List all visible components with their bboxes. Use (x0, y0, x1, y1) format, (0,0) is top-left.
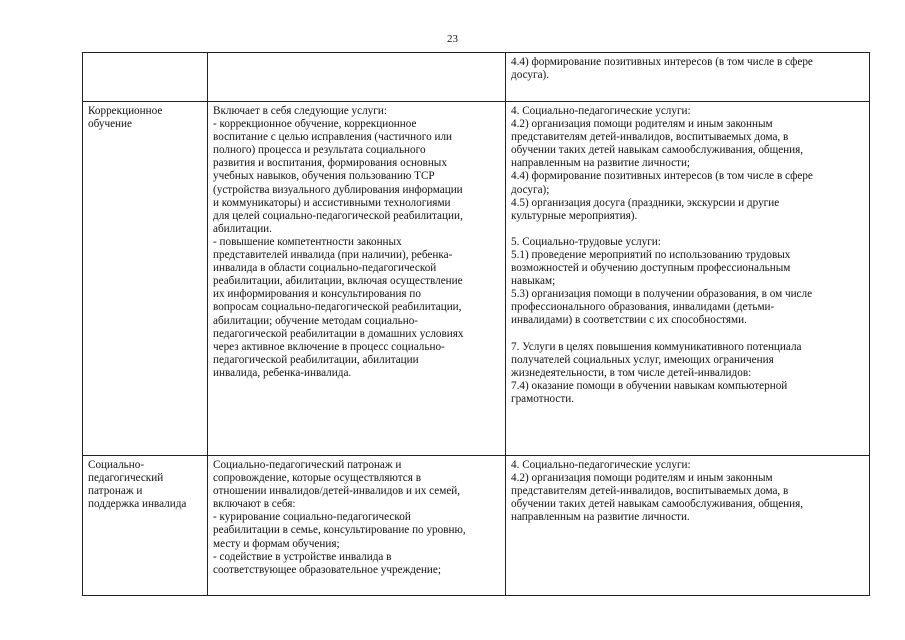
text-line: досуга); (511, 183, 550, 196)
text-line: направленным на развитие личности. (511, 511, 690, 524)
text-line: направленным на развитие личности; (511, 157, 691, 170)
text-line: обучении таких детей навыкам самообслуживания, общения, (511, 498, 804, 511)
text-line: развития и воспитания, формирования основных (213, 157, 447, 170)
text-line: навыкам; (511, 275, 556, 288)
paragraph-gap (511, 223, 864, 236)
table-row (83, 102, 870, 456)
text-line: 4. Социально-педагогические услуги: (511, 459, 691, 471)
text-line: обучение (88, 118, 132, 131)
text-line: педагогической реабилитации в домашних условиях (213, 327, 464, 340)
text-line: 4.2) организация помощи родителям и иным законным (511, 472, 773, 485)
text-line: Коррекционное (88, 105, 163, 117)
text-line: - содействие в устройстве инвалида в (213, 550, 392, 563)
text-line: реабилитации в семье, консультирование по уровню, (213, 524, 466, 537)
text-line: педагогической реабилитации, абилитации (213, 353, 419, 366)
service-cell (83, 102, 208, 456)
text-line: 7.4) оказание помощи в обучении навыкам компьютерной (511, 379, 788, 392)
paragraph-gap (511, 328, 864, 341)
text-line: 5. Социально-трудовые услуги: (511, 235, 661, 248)
text-line: представителей инвалида (при наличии), ребенка- (213, 249, 453, 262)
text-line: представителям детей-инвалидов, воспитываемых дома, в (511, 131, 789, 144)
text-line: жизнедеятельности, в том числе детей-инвалидов: (511, 366, 752, 379)
text-line: 5.3) организация помощи в получении образования, в ом числе (511, 288, 813, 301)
text-line: включают в себя: (213, 498, 296, 511)
text-line: представителям детей-инвалидов, воспитываемых дома, в (511, 485, 789, 498)
table-row (83, 53, 870, 102)
text-line: вопросам социально-педагогической реабилитации, (213, 301, 462, 314)
text-line: реабилитации, абилитации, включая осуществление (213, 275, 463, 288)
text-line: Включает в себя следующие услуги: (213, 105, 387, 117)
text-line: досуга). (511, 69, 550, 82)
text-line: абилитации. (213, 222, 272, 235)
text-line: их информирования и консультирования по (213, 288, 421, 301)
text-line: и коммуникаторы) и ассистивными технологиями (213, 196, 451, 209)
text-line: обучении таких детей навыкам самообслуживания, общения, (511, 144, 804, 157)
text-line: 7. Услуги в целях повышения коммуникативного потенциала (511, 340, 802, 353)
text-line: 5.1) проведение мероприятий по использованию трудовых (511, 248, 791, 261)
text-line: для целей социально-педагогической реабилитации, (213, 209, 463, 222)
text-line: профессионального образования, инвалидами (детьми- (511, 301, 775, 314)
text-line: 4. Социально-педагогические услуги: (511, 105, 691, 117)
text-line: культурные мероприятия). (511, 209, 638, 222)
text-line: учебных навыков, обучения пользованию ТСР (213, 170, 435, 183)
text-line: воспитание с целью исправления (частичного или (213, 131, 453, 144)
text-line: получателей социальных услуг, имеющих ограничения (511, 353, 774, 366)
text-line: сопровождение, которые осуществляются в (213, 472, 421, 485)
text-line: инвалида в области социально-педагогической (213, 262, 437, 275)
text-line: через активное включение в процесс социально- (213, 340, 445, 353)
text-line: инвалидами) в соответствии с их способностями. (511, 314, 747, 327)
service-cell (83, 456, 208, 596)
services-list-cell (506, 53, 870, 102)
text-line: отношении инвалидов/детей-инвалидов и их семей, (213, 485, 461, 498)
text-line: абилитации; обучение методам социально- (213, 314, 419, 327)
description-cell (208, 456, 506, 596)
table-row (83, 456, 870, 596)
page-number: 23 (447, 33, 458, 45)
text-line: Социально- (88, 459, 145, 471)
text-line: 4.4) формирование позитивных интересов (в том числе в сфере (511, 170, 813, 183)
text-line: - курирование социально-педагогической (213, 511, 411, 524)
description-cell (208, 102, 506, 456)
text-line: возможностей и обучению доступным профессиональным (511, 262, 791, 275)
text-line: полного) процесса и результата социального (213, 144, 426, 157)
text-line: поддержка инвалида (88, 498, 187, 511)
services-list-cell (506, 102, 870, 456)
text-line: инвалида, ребенка-инвалида. (213, 366, 352, 379)
text-line: грамотности. (511, 392, 575, 405)
text-line: (устройства визуального дублирования информации (213, 183, 463, 196)
text-line: соответствующее образовательное учреждение; (213, 563, 441, 576)
services-table (82, 52, 870, 596)
text-line: - повышение компетентности законных (213, 235, 402, 248)
services-list-cell (506, 456, 870, 596)
text-line: 4.5) организация досуга (праздники, экскурсии и другие (511, 196, 780, 209)
text-line: 4.2) организация помощи родителям и иным законным (511, 118, 773, 131)
text-line: месту и формам обучения; (213, 537, 340, 550)
description-cell (208, 53, 506, 102)
text-line: Социально-педагогический патронаж и (213, 459, 402, 471)
text-line: - коррекционное обучение, коррекционное (213, 118, 417, 131)
service-cell (83, 53, 208, 102)
text-line: педагогический (88, 472, 164, 485)
text-line: 4.4) формирование позитивных интересов (в том числе в сфере (511, 56, 813, 68)
text-line: патронаж и (88, 485, 143, 498)
